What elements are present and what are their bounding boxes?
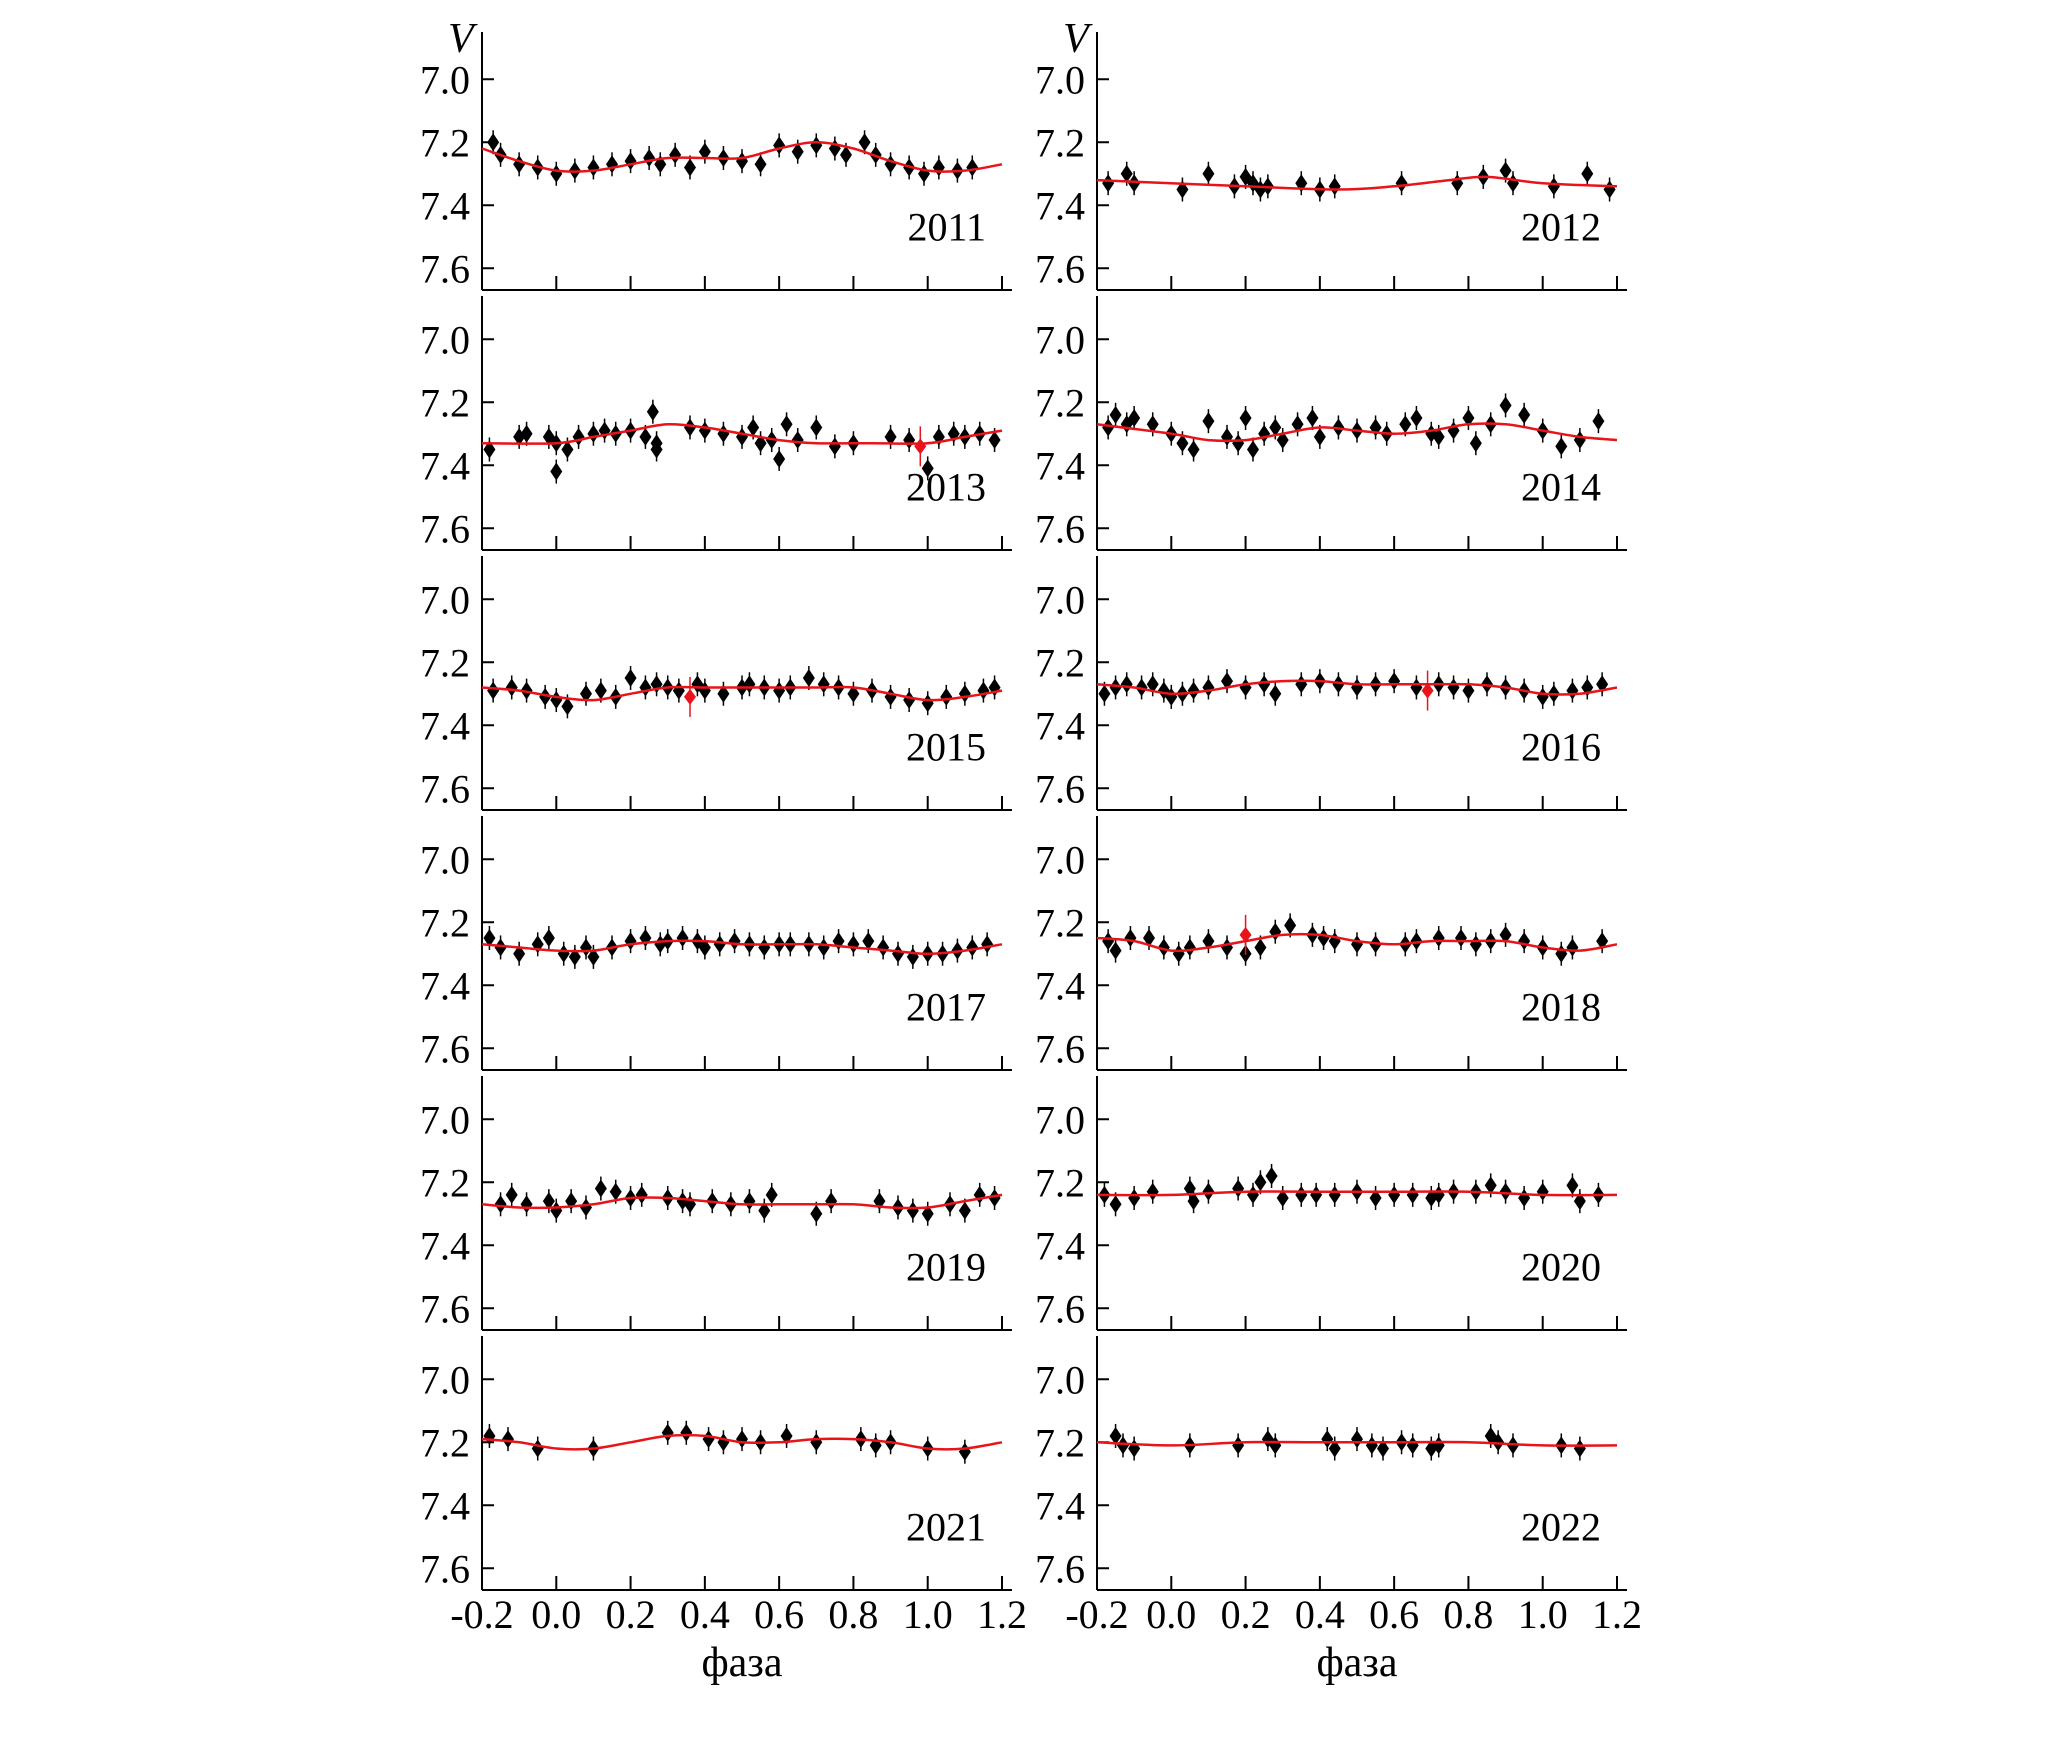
data-point: [736, 428, 748, 446]
data-point: [487, 682, 499, 700]
data-point: [1329, 177, 1341, 195]
data-point: [495, 1195, 507, 1213]
data-point: [1306, 409, 1318, 427]
data-point: [502, 1430, 514, 1448]
data-point: [1124, 929, 1136, 947]
data-point: [1318, 929, 1330, 947]
y-tick-label: 7.4: [1035, 443, 1085, 489]
data-point: [981, 935, 993, 953]
data-point: [1451, 174, 1463, 192]
y-tick-label: 7.6: [1035, 246, 1085, 292]
data-point: [573, 428, 585, 446]
x-tick-label: 1.0: [902, 1592, 953, 1637]
data-point: [1202, 412, 1214, 430]
data-point: [1518, 932, 1530, 950]
data-point: [892, 945, 904, 963]
x-tick-label: 0.8: [1443, 1592, 1494, 1637]
y-tick-label: 7.0: [420, 1097, 470, 1143]
y-tick-label: 7.0: [1035, 577, 1085, 623]
data-point: [829, 437, 841, 455]
data-point: [1110, 678, 1122, 696]
y-tick-label: 7.2: [420, 120, 470, 166]
panel-year-label: 2019: [906, 1244, 986, 1290]
x-tick-label: 0.0: [531, 1592, 582, 1637]
x-tick-label: 0.2: [1220, 1592, 1271, 1637]
data-point: [966, 158, 978, 176]
data-point: [580, 1198, 592, 1216]
data-point: [1566, 1176, 1578, 1194]
data-point: [1202, 165, 1214, 183]
data-point: [703, 1430, 715, 1448]
x-axis-title: фаза: [1316, 1640, 1398, 1686]
data-point: [1500, 396, 1512, 414]
panel-year-label: 2015: [906, 724, 986, 770]
data-point: [877, 938, 889, 956]
data-point: [1295, 675, 1307, 693]
data-point: [1366, 1436, 1378, 1454]
y-tick-label: 7.6: [420, 246, 470, 292]
data-point: [1455, 929, 1467, 947]
y-tick-label: 7.4: [1035, 963, 1085, 1009]
data-point: [1448, 678, 1460, 696]
y-tick-label: 7.4: [420, 1223, 470, 1269]
data-point: [736, 152, 748, 170]
data-point: [903, 431, 915, 449]
data-point: [669, 146, 681, 164]
data-point: [977, 682, 989, 700]
y-tick-label: 7.0: [420, 837, 470, 883]
data-point: [1566, 938, 1578, 956]
y-tick-label: 7.0: [1035, 57, 1085, 103]
x-axis-title: фаза: [701, 1640, 783, 1686]
x-tick-label: 1.0: [1517, 1592, 1568, 1637]
data-point: [1592, 412, 1604, 430]
data-point: [1128, 1189, 1140, 1207]
data-point: [1173, 945, 1185, 963]
y-tick-label: 7.6: [420, 1026, 470, 1072]
panel-year-label: 2014: [1521, 464, 1601, 510]
x-tick-label: 1.2: [1592, 1592, 1642, 1637]
y-tick-label: 7.4: [1035, 183, 1085, 229]
data-point: [1295, 1186, 1307, 1204]
y-tick-label: 7.2: [1035, 1420, 1085, 1466]
data-point: [1433, 929, 1445, 947]
data-point: [1448, 422, 1460, 440]
data-point: [1102, 174, 1114, 192]
data-point: [1407, 1436, 1419, 1454]
data-point: [1184, 938, 1196, 956]
data-point: [714, 935, 726, 953]
y-tick-label: 7.4: [420, 1483, 470, 1529]
data-point: [1240, 409, 1252, 427]
data-point: [506, 1186, 518, 1204]
data-point: [1202, 1183, 1214, 1201]
data-point: [810, 418, 822, 436]
y-tick-label: 7.0: [420, 577, 470, 623]
data-point: [922, 694, 934, 712]
data-point: [1284, 916, 1296, 934]
data-point: [907, 948, 919, 966]
data-point: [506, 678, 518, 696]
data-point: [974, 1186, 986, 1204]
data-point: [1537, 1183, 1549, 1201]
data-point: [773, 450, 785, 468]
data-point: [1221, 938, 1233, 956]
data-point: [1232, 434, 1244, 452]
y-tick-label: 7.4: [420, 963, 470, 1009]
data-point: [1548, 177, 1560, 195]
y-tick-label: 7.2: [1035, 1160, 1085, 1206]
data-point: [717, 1433, 729, 1451]
data-point: [810, 136, 822, 154]
data-point: [818, 938, 830, 956]
y-axis-title: V: [448, 16, 474, 62]
data-point: [625, 932, 637, 950]
data-point: [1396, 174, 1408, 192]
data-point: [1098, 685, 1110, 703]
data-point: [1555, 437, 1567, 455]
y-tick-label: 7.2: [420, 1160, 470, 1206]
data-point: [1121, 675, 1133, 693]
data-point: [933, 158, 945, 176]
data-point: [639, 428, 651, 446]
highlight-point: [914, 438, 926, 454]
y-tick-label: 7.2: [420, 1420, 470, 1466]
data-point: [1604, 181, 1616, 199]
data-point: [766, 1186, 778, 1204]
y-tick-label: 7.2: [1035, 900, 1085, 946]
y-tick-label: 7.6: [420, 506, 470, 552]
data-point: [636, 1186, 648, 1204]
data-point: [1310, 1186, 1322, 1204]
data-point: [781, 415, 793, 433]
data-point: [558, 945, 570, 963]
data-point: [1188, 441, 1200, 459]
data-point: [729, 932, 741, 950]
data-point: [1351, 678, 1363, 696]
data-point: [587, 425, 599, 443]
data-point: [610, 1183, 622, 1201]
x-tick-label: 0.8: [828, 1592, 879, 1637]
data-point: [1240, 678, 1252, 696]
data-point: [1110, 1195, 1122, 1213]
y-tick-label: 7.2: [1035, 380, 1085, 426]
data-point: [1266, 1167, 1278, 1185]
panel-year-label: 2020: [1521, 1244, 1601, 1290]
data-point: [1388, 672, 1400, 690]
y-tick-label: 7.2: [1035, 120, 1085, 166]
data-point: [606, 155, 618, 173]
data-point: [717, 425, 729, 443]
data-point: [885, 155, 897, 173]
y-tick-label: 7.0: [420, 1357, 470, 1403]
y-tick-label: 7.6: [1035, 506, 1085, 552]
data-point: [1254, 1173, 1266, 1191]
data-point: [1470, 434, 1482, 452]
data-point: [885, 688, 897, 706]
data-point: [1329, 932, 1341, 950]
y-tick-label: 7.4: [420, 703, 470, 749]
data-point: [1269, 923, 1281, 941]
data-point: [1518, 406, 1530, 424]
data-point: [587, 158, 599, 176]
data-point: [743, 1192, 755, 1210]
y-tick-label: 7.6: [420, 1286, 470, 1332]
data-point: [1500, 1183, 1512, 1201]
y-tick-label: 7.6: [420, 766, 470, 812]
fit-curve: [482, 1195, 1002, 1208]
panel-year-label: 2012: [1521, 204, 1601, 250]
data-point: [1410, 678, 1422, 696]
data-point: [550, 691, 562, 709]
data-point: [595, 682, 607, 700]
panel-year-label: 2018: [1521, 984, 1601, 1030]
data-point: [829, 140, 841, 158]
data-point: [1269, 685, 1281, 703]
panel-year-label: 2017: [906, 984, 986, 1030]
y-tick-label: 7.2: [1035, 640, 1085, 686]
data-point: [758, 938, 770, 956]
data-point: [966, 938, 978, 956]
y-tick-label: 7.6: [1035, 1546, 1085, 1592]
data-point: [818, 675, 830, 693]
data-point: [825, 1192, 837, 1210]
data-point: [1410, 409, 1422, 427]
data-point: [773, 136, 785, 154]
data-point: [677, 929, 689, 947]
data-point: [959, 1202, 971, 1220]
data-point: [1470, 935, 1482, 953]
y-tick-label: 7.0: [1035, 317, 1085, 363]
data-point: [918, 165, 930, 183]
data-point: [1128, 1440, 1140, 1458]
data-point: [1555, 945, 1567, 963]
y-tick-label: 7.6: [1035, 1286, 1085, 1332]
y-tick-label: 7.4: [1035, 703, 1085, 749]
data-point: [907, 1202, 919, 1220]
data-point: [1314, 428, 1326, 446]
data-point: [755, 155, 767, 173]
x-tick-label: -0.2: [1065, 1592, 1129, 1637]
data-point: [1221, 428, 1233, 446]
data-point: [1537, 688, 1549, 706]
highlight-point: [684, 689, 696, 705]
data-point: [940, 688, 952, 706]
y-tick-label: 7.2: [420, 640, 470, 686]
y-tick-label: 7.0: [1035, 837, 1085, 883]
data-point: [1566, 682, 1578, 700]
data-point: [1258, 425, 1270, 443]
data-point: [647, 403, 659, 421]
data-point: [684, 158, 696, 176]
data-point: [1351, 935, 1363, 953]
y-tick-label: 7.4: [1035, 1223, 1085, 1269]
y-tick-label: 7.2: [420, 900, 470, 946]
data-point: [1247, 441, 1259, 459]
data-point: [1202, 678, 1214, 696]
data-point: [1188, 682, 1200, 700]
data-point: [810, 1205, 822, 1223]
panel-year-label: 2013: [906, 464, 986, 510]
data-point: [639, 678, 651, 696]
data-point: [662, 1424, 674, 1442]
y-tick-label: 7.6: [1035, 766, 1085, 812]
data-point: [532, 1440, 544, 1458]
data-point: [550, 165, 562, 183]
data-point: [680, 1424, 692, 1442]
fit-curve: [1097, 177, 1617, 190]
panel-year-label: 2021: [906, 1504, 986, 1550]
panel-year-label: 2022: [1521, 1504, 1601, 1550]
data-point: [625, 152, 637, 170]
data-point: [959, 685, 971, 703]
y-tick-label: 7.0: [1035, 1097, 1085, 1143]
data-point: [1329, 1186, 1341, 1204]
data-point: [736, 1430, 748, 1448]
data-point: [684, 418, 696, 436]
y-tick-label: 7.4: [1035, 1483, 1085, 1529]
data-point: [1507, 174, 1519, 192]
y-tick-label: 7.0: [1035, 1357, 1085, 1403]
data-point: [1574, 1440, 1586, 1458]
data-point: [543, 929, 555, 947]
data-point: [1399, 415, 1411, 433]
data-point: [1581, 165, 1593, 183]
data-point: [1247, 1186, 1259, 1204]
data-point: [847, 935, 859, 953]
data-point: [1500, 162, 1512, 180]
data-point: [810, 1433, 822, 1451]
x-tick-label: -0.2: [450, 1592, 514, 1637]
data-point: [487, 133, 499, 151]
data-point: [699, 422, 711, 440]
y-tick-label: 7.6: [1035, 1026, 1085, 1072]
data-point: [1147, 1183, 1159, 1201]
data-point: [1232, 1436, 1244, 1454]
x-tick-label: 0.2: [605, 1592, 656, 1637]
x-tick-label: 0.4: [1294, 1592, 1345, 1637]
data-point: [1258, 675, 1270, 693]
y-tick-label: 7.2: [420, 380, 470, 426]
y-tick-label: 7.4: [420, 183, 470, 229]
data-point: [792, 431, 804, 449]
data-point: [673, 682, 685, 700]
data-point: [859, 133, 871, 151]
x-tick-label: 0.6: [1369, 1592, 1420, 1637]
data-point: [595, 1180, 607, 1198]
data-point: [803, 669, 815, 687]
data-point: [773, 682, 785, 700]
panel-year-label: 2016: [1521, 724, 1601, 770]
data-point: [625, 669, 637, 687]
y-tick-label: 7.0: [420, 317, 470, 363]
data-point: [513, 155, 525, 173]
data-point: [1254, 938, 1266, 956]
data-point: [1232, 1180, 1244, 1198]
panel-year-label: 2011: [907, 204, 986, 250]
x-tick-label: 0.0: [1146, 1592, 1197, 1637]
data-point: [1574, 431, 1586, 449]
x-tick-label: 0.6: [754, 1592, 805, 1637]
data-point: [1407, 1186, 1419, 1204]
y-tick-label: 7.6: [420, 1546, 470, 1592]
data-point: [521, 1195, 533, 1213]
data-point: [643, 149, 655, 167]
y-tick-label: 7.4: [420, 443, 470, 489]
data-point: [1518, 1189, 1530, 1207]
data-point: [1110, 406, 1122, 424]
x-tick-label: 0.4: [679, 1592, 730, 1637]
data-point: [903, 691, 915, 709]
data-point: [959, 1443, 971, 1461]
x-tick-label: 1.2: [977, 1592, 1027, 1637]
data-point: [1388, 1186, 1400, 1204]
data-point: [1351, 1430, 1363, 1448]
data-point: [550, 463, 562, 481]
y-axis-title: V: [1063, 16, 1089, 62]
y-tick-label: 7.0: [420, 57, 470, 103]
